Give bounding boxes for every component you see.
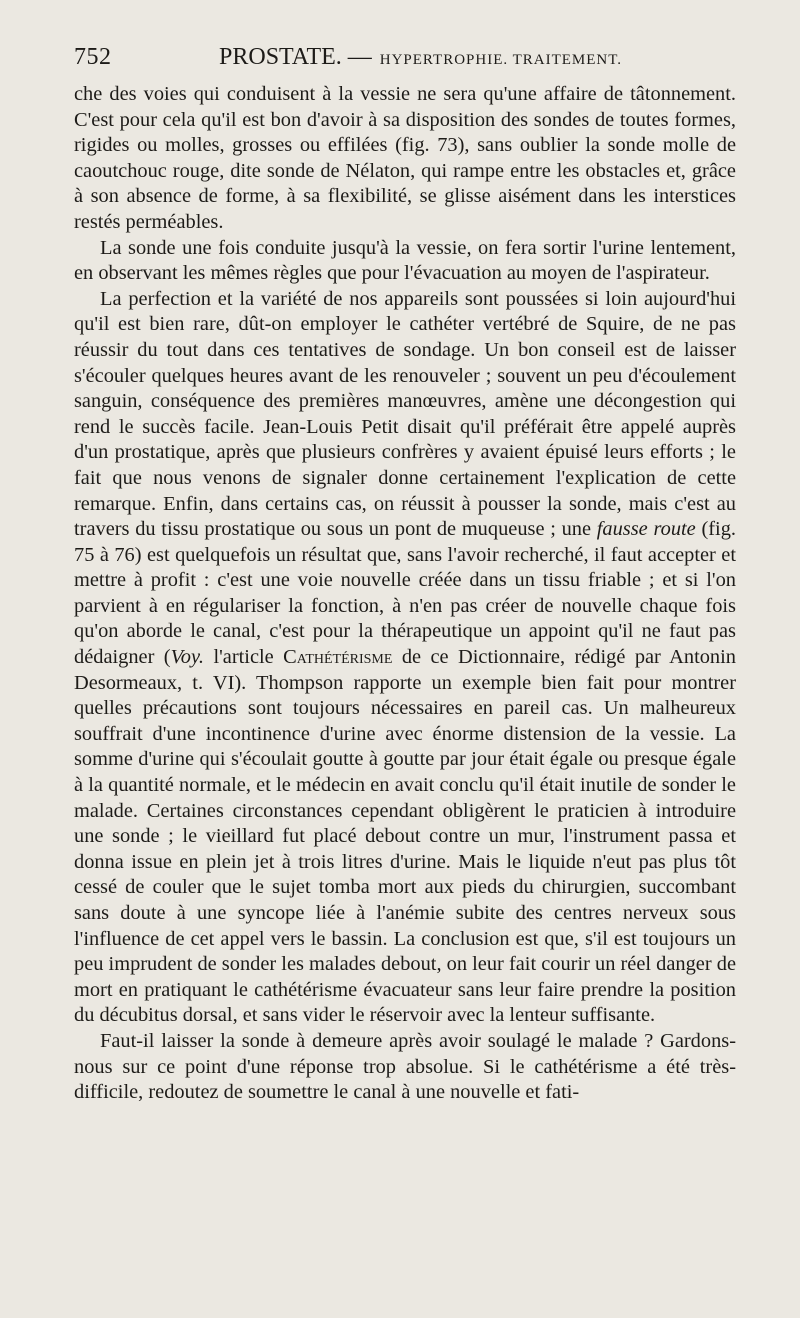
running-head-dash: — <box>347 44 372 70</box>
running-head <box>219 44 622 71</box>
paragraph-3-smallcaps-catheterisme: Cathétérisme <box>283 646 393 669</box>
body-text <box>74 82 736 1106</box>
running-head-title: PROSTATE. <box>219 44 342 70</box>
paragraph-2: La sonde une fois conduite jusqu'à la vessie, on fera sortir l'urine lentement, en observant les mêmes règles que pour l'évacuation au moyen de l'aspirateur. <box>74 236 736 285</box>
paragraph-1: che des voies qui conduisent à la vessie ne sera qu'une affaire de tâtonnement. C'est pour cela qu'il est bon d'avoir à sa disposition des sondes de toutes formes, rigides ou molles, grosses ou effilées (fig. 73), sans oublier la sonde molle de caoutchouc rouge, dite sonde de Nélaton, qui rampe entre les obstacles et, grâce à son absence de forme, à sa flexibilité, se glisse aisément dans les interstices restés perméables. <box>74 83 736 233</box>
paragraph-3 <box>74 287 736 1029</box>
paragraph-3-part-a: La perfection et la variété de nos appareils sont poussées si loin aujourd'hui qu'il est bien rare, dût-on employer le cathéter vertébré de Squire, de ne pas réussir du tout dans ces tentatives de sondage. Un bon conseil est de laisser s'écouler quelques heures avant de les renouveler ; souvent un peu d'écoulement sanguin, conséquence des premières manœuvres, amène une décongestion qui rend le succès facile. Jean-Louis Petit disait qu'il préférait être appelé auprès d'un prostatique, après que plusieurs confrères y avaient épuisé leurs efforts ; le fait que nous venons de signaler donne certainement l'explication de cette remarque. Enfin, dans certains cas, on réussit à pousser la sonde, mais c'est au travers du tissu prostatique ou sous un pont de muqueuse ; une <box>74 287 736 541</box>
paragraph-4: Faut-il laisser la sonde à demeure après avoir soulagé le malade ? Gardons-nous sur ce point d'une réponse trop absolue. Si le cathétérisme a été très-difficile, redoutez de soumettre le canal à une nouvelle et fati- <box>74 1029 736 1104</box>
paragraph-3-part-d: de ce Dictionnaire, rédigé par Antonin Desormeaux, t. VI). Thompson rapporte un exemple bien fait pour montrer quelles précautions sont toujours nécessaires en pareil cas. Un malheureux souffrait d'une incontinence d'urine avec énorme distension de la vessie. La somme d'urine qui s'écoulait goutte à goutte par jour était égale ou presque égale à la quantité normale, et le médecin en avait conclu qu'il était inutile de sonder le malade. Certaines circonstances cependant obligèrent le praticien à introduire une sonde ; le vieillard fut placé debout contre un mur, l'instrument passa et donna issue en plein jet à trois litres d'urine. Mais le liquide n'eut pas plus tôt cessé de couler que le sujet tomba mort aux pieds du chirurgien, succombant sans doute à une syncope liée à l'anémie subite des centres nerveux sous l'influence de cet appel vers le bassin. La conclusion est que, s'il est toujours un peu imprudent de sonder les malades debout, on leur fait courir un réel danger de mort en pratiquant le cathétérisme évacuateur sans leur faire prendre la position du décubitus dorsal, et sans vider le réservoir avec la lenteur suffisante. <box>74 646 736 1027</box>
paragraph-3-part-c: l'article <box>213 646 274 669</box>
paragraph-3-italic-fausse-route: fausse route <box>596 518 696 541</box>
page-header <box>74 44 736 76</box>
running-head-subtitle: HYPERTROPHIE. TRAITEMENT. <box>379 52 623 68</box>
paragraph-3-italic-voy: Voy. <box>170 646 205 669</box>
page-number: 752 <box>74 44 112 70</box>
paragraph-3-part-b: (fig. 75 à 76) est quelquefois un résultat que, sans l'avoir recherché, il faut accepter et mettre à profit : c'est une voie nouvelle créée dans un tissu friable ; et si l'on parvient à en régulariser la fonction, à n'en pas créer de nouvelle chaque fois qu'on aborde le canal, c'est pour la thérapeutique un appoint qu'il ne faut pas dédaigner ( <box>74 518 736 669</box>
